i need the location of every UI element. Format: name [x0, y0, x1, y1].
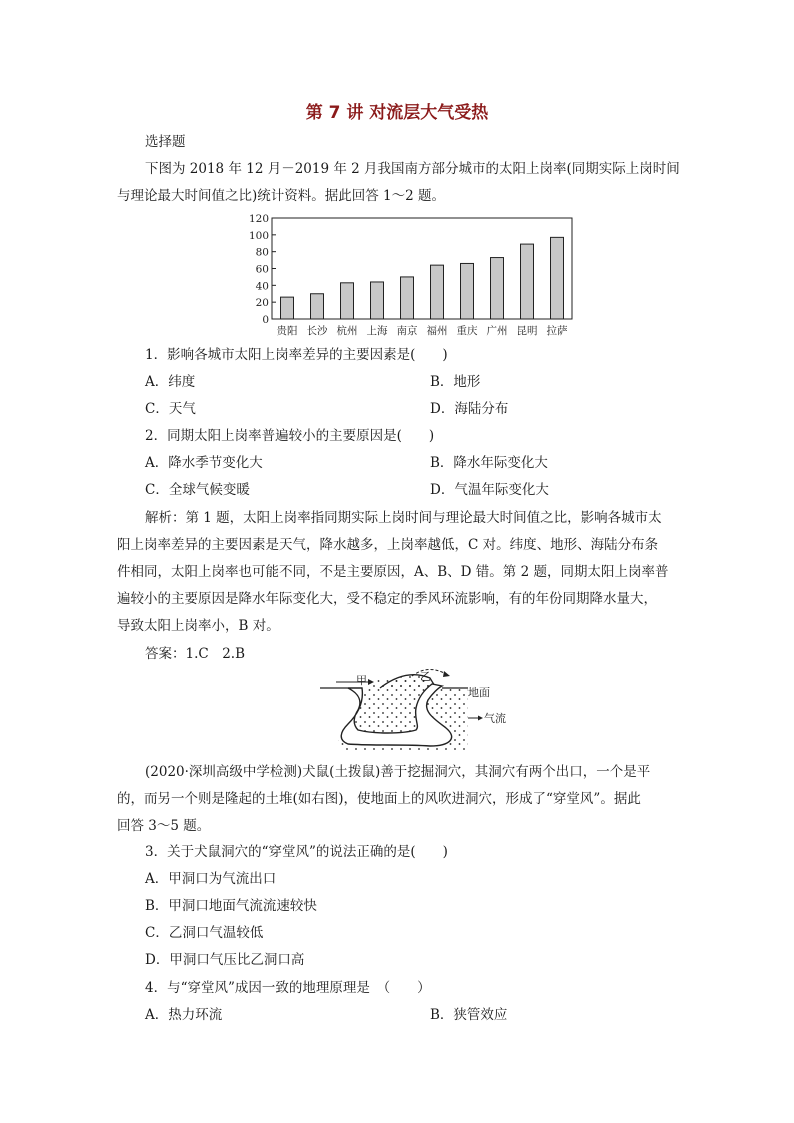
- answer-line: 答案：1.C 2.B: [145, 646, 246, 662]
- q1-option-a[interactable]: A．纬度: [145, 374, 196, 390]
- bar: [521, 244, 534, 319]
- bar: [311, 294, 324, 319]
- q2-stem: 2．同期太阳上岗率普遍较小的主要原因是( ): [145, 428, 435, 444]
- x-tick-label: 贵阳: [276, 325, 298, 337]
- q2-option-b[interactable]: B．降水年际变化大: [430, 455, 548, 471]
- x-tick-label: 上海: [366, 325, 388, 337]
- bar: [491, 258, 504, 319]
- q3-option-b[interactable]: B．甲洞口地面气流流速较快: [145, 898, 317, 914]
- q2-option-c[interactable]: C．全球气候变暖: [145, 482, 250, 498]
- x-tick-label: 杭州: [336, 325, 358, 337]
- bar: [281, 297, 294, 319]
- intro2-line1: (2020·深圳高级中学检测)犬鼠(土拨鼠)善于挖掘洞穴，其洞穴有两个出口，一个是平: [145, 764, 651, 780]
- label-ground: 地面: [468, 686, 490, 699]
- y-tick-label: 80: [255, 246, 269, 259]
- q4-option-a[interactable]: A．热力环流: [145, 1007, 223, 1023]
- x-tick-label: 昆明: [516, 325, 538, 337]
- intro1-line2: 与理论最大时间值之比)统计资料。据此回答 1～2 题。: [117, 188, 446, 204]
- y-tick-label: 120: [248, 213, 269, 225]
- x-tick-label: 南京: [396, 325, 418, 337]
- q4-option-b[interactable]: B．狭管效应: [430, 1007, 508, 1023]
- bar: [371, 282, 384, 319]
- analysis-line2: 阳上岗率差异的主要因素是天气，降水越多，上岗率越低，C 对。纬度、地形、海陆分布条: [117, 537, 659, 553]
- q1-stem: 1．影响各城市太阳上岗率差异的主要因素是( ): [145, 347, 448, 363]
- sun-rate-bar-chart: [240, 208, 580, 340]
- section-label: 选择题: [145, 134, 186, 150]
- y-tick-label: 60: [255, 263, 269, 276]
- burrow-diagram: [318, 666, 518, 754]
- page-title: 第 7 讲 对流层大气受热: [305, 103, 489, 123]
- y-tick-label: 0: [262, 314, 269, 326]
- q4-stem: 4．与“穿堂风”成因一致的地理原理是 （ ）: [145, 980, 431, 996]
- x-tick-label: 福州: [426, 325, 448, 337]
- q2-option-d[interactable]: D．气温年际变化大: [430, 482, 549, 498]
- y-tick-label: 20: [255, 297, 269, 310]
- bar: [401, 277, 414, 319]
- intro1-line1: 下图为 2018 年 12 月－2019 年 2 月我国南方部分城市的太阳上岗率(同期实际上岗时间: [145, 161, 680, 177]
- q1-option-b[interactable]: B．地形: [430, 374, 481, 390]
- analysis-line5: 导致太阳上岗率小，B 对。: [117, 618, 280, 634]
- q3-option-a[interactable]: A．甲洞口为气流出口: [145, 871, 277, 887]
- chart-bars: [281, 237, 564, 319]
- analysis-line1: 解析：第 1 题，太阳上岗率指同期实际上岗时间与理论最大时间值之比，影响各城市太: [145, 510, 662, 526]
- bar: [551, 237, 564, 319]
- q3-option-c[interactable]: C．乙洞口气温较低: [145, 925, 264, 941]
- label-airflow: 气流: [484, 712, 506, 725]
- x-tick-label: 拉萨: [546, 325, 568, 337]
- bar: [341, 283, 354, 319]
- q2-option-a[interactable]: A．降水季节变化大: [145, 455, 263, 471]
- bar: [461, 263, 474, 319]
- x-tick-label: 长沙: [306, 325, 328, 337]
- q1-option-c[interactable]: C．天气: [145, 401, 196, 417]
- intro2-line3: 回答 3～5 题。: [117, 818, 211, 834]
- analysis-line4: 遍较小的主要原因是降水年际变化大，受不稳定的季风环流影响，有的年份同期降水量大，: [117, 591, 657, 607]
- label-yi: 乙: [420, 670, 431, 683]
- q1-option-d[interactable]: D．海陆分布: [430, 401, 509, 417]
- bar: [431, 265, 444, 319]
- q3-stem: 3．关于犬鼠洞穴的“穿堂风”的说法正确的是( ): [145, 844, 448, 860]
- q3-option-d[interactable]: D．甲洞口气压比乙洞口高: [145, 952, 305, 968]
- analysis-line3: 件相同，太阳上岗率也可能不同，不是主要原因，A、B、D 错。第 2 题，同期太阳上岗率普: [117, 564, 669, 580]
- x-tick-label: 广州: [486, 325, 508, 337]
- x-tick-label: 重庆: [456, 325, 478, 337]
- y-tick-label: 100: [248, 229, 269, 242]
- y-tick-label: 40: [255, 280, 269, 293]
- intro2-line2: 的，而另一个则是隆起的土堆(如右图)，使地面上的风吹进洞穴，形成了“穿堂风”。据此: [117, 791, 641, 807]
- label-jia: 甲: [356, 674, 367, 687]
